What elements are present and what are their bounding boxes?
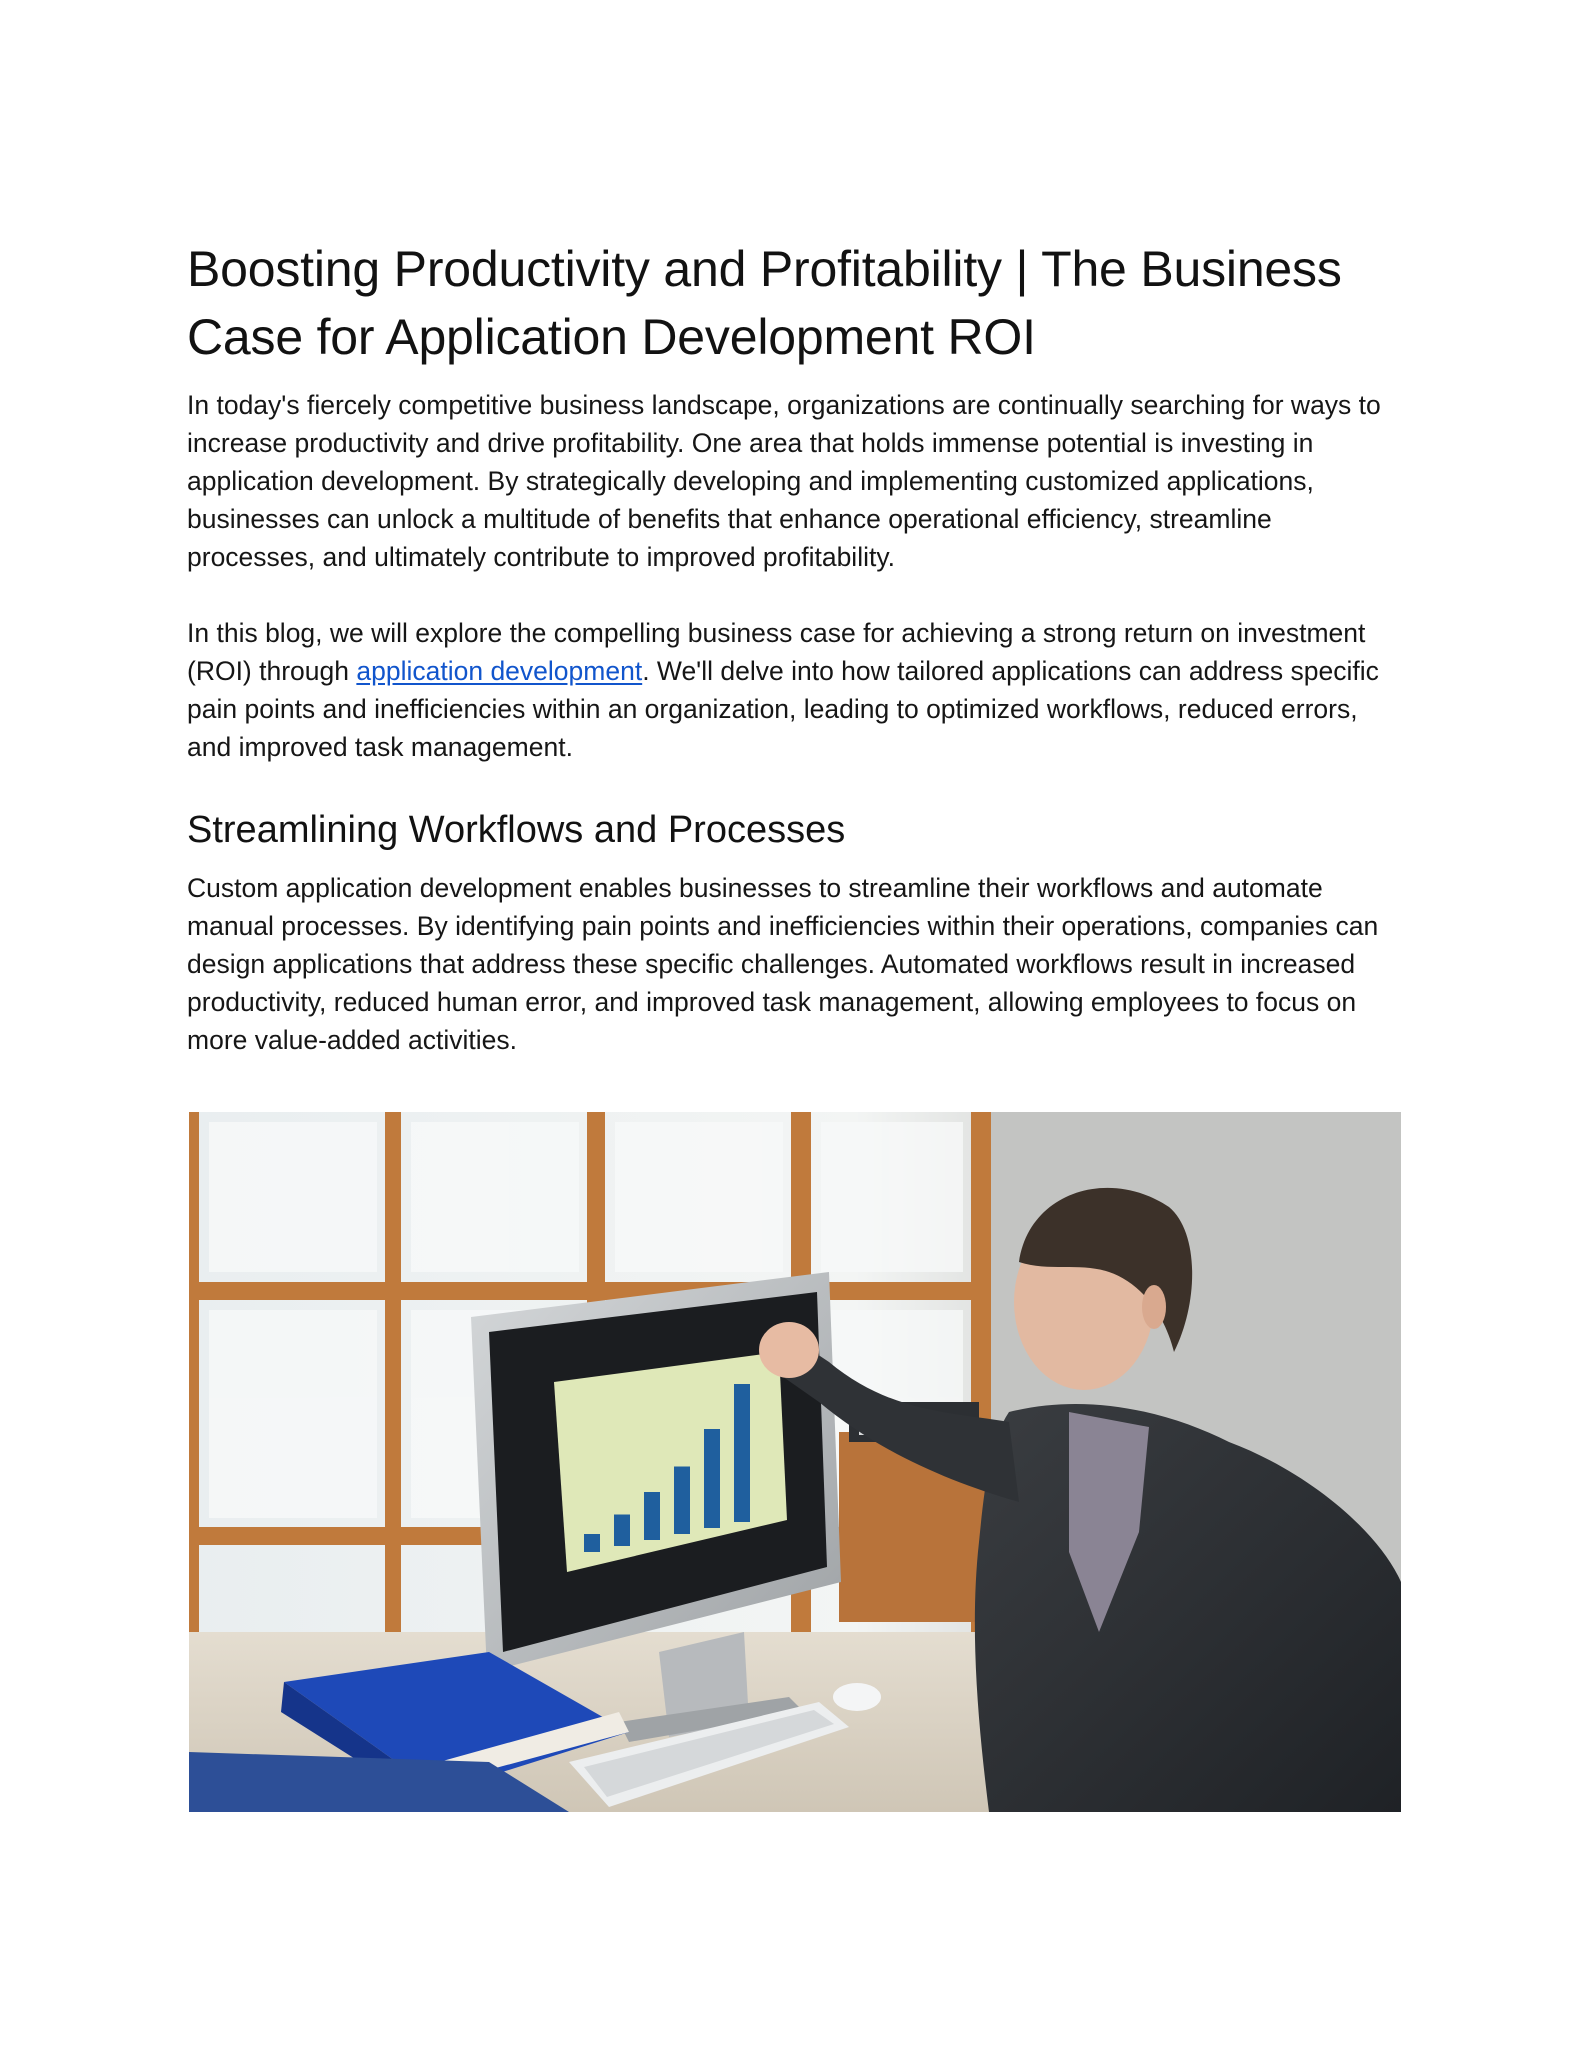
intro-paragraph: In today's fiercely competitive business landscape, organizations are continually searching for ways to increase productivity and drive profitability. One area that holds immense potential is investing in application development. By strategically developing and implementing customized applications, businesses can unlock a multitude of benefits that enhance operational efficiency, streamline processes, and ultimately contribute to improved profitability. [187, 390, 1381, 572]
section-paragraph: Custom application development enables businesses to streamline their workflows and automate manual processes. By identifying pain points and inefficiencies within their operations, companies can design applications that address these specific challenges. Automated workflows result in increased productivity, reduced human error, and improved task management, allowing employees to focus on more value-added activities. [187, 873, 1379, 1055]
photo-businessman-at-monitor [189, 1112, 1401, 1812]
chart-bar [704, 1429, 720, 1528]
roi-paragraph-text-after-link: . We'll delve into how tailored applications can address specific pain points and inefficiencies within an organization, leading to optimized workflows, reduced errors, and improved task management. [187, 656, 1379, 762]
roi-paragraph-text-before-link: In this blog, we will explore the compelling business case for achieving a strong return on investment (ROI) through [187, 618, 1366, 686]
chart-bar [584, 1534, 600, 1552]
document-page [187, 235, 1400, 1059]
chart-bar [674, 1467, 690, 1535]
mouse [833, 1683, 881, 1711]
chart-bar [614, 1515, 630, 1547]
article-title: Boosting Productivity and Profitability | The Business Case for Application Development ROI [187, 241, 1342, 365]
application-development-link[interactable]: application development [356, 656, 643, 686]
roi-paragraph [187, 614, 1400, 766]
chart-bar [644, 1492, 660, 1540]
section-heading: Streamlining Workflows and Processes [187, 809, 846, 851]
office-photo [189, 1112, 1401, 1812]
chart-bar [734, 1384, 750, 1522]
